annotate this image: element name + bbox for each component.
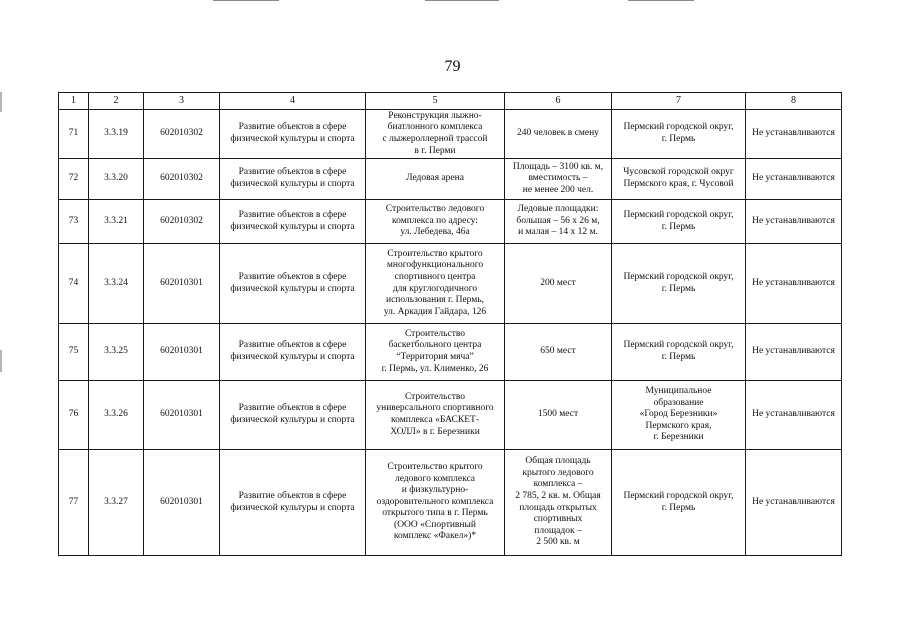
location-cell: Пермский городской округ, г. Пермь	[612, 324, 746, 381]
capacity-cell: 240 человек в смену	[505, 110, 612, 159]
table-row	[59, 324, 842, 381]
table-row	[59, 381, 842, 450]
location-cell: Чусовской городской округ Пермского края, г. Чусовой	[612, 159, 746, 200]
column-number: 7	[612, 93, 746, 110]
direction-cell: Развитие объектов в сфере физической культуры и спорта	[220, 110, 366, 159]
location-cell: Пермский городской округ, г. Пермь	[612, 244, 746, 324]
table-row	[59, 110, 842, 159]
object-cell: Строительство универсального спортивного комплекса «БАСКЕТ- ХОЛЛ» в г. Березники	[366, 381, 505, 450]
item-code: 3.3.20	[89, 159, 144, 200]
budget-code: 602010301	[144, 244, 220, 324]
object-cell: Строительство крытого ледового комплекса и физкультурно- оздоровительного комплекса открытого типа в г. Пермь (ООО «Спортивный комплекс «Факел»)*	[366, 450, 505, 556]
term-cell: Не устанавливаются	[746, 324, 842, 381]
object-cell: Строительство ледового комплекса по адресу: ул. Лебедева, 46а	[366, 200, 505, 244]
term-cell: Не устанавливаются	[746, 159, 842, 200]
budget-code: 602010301	[144, 450, 220, 556]
capacity-cell: Общая площадь крытого ледового комплекса – 2 785, 2 кв. м. Общая площадь открытых спортивных площадок – 2 500 кв. м	[505, 450, 612, 556]
row-number: 72	[59, 159, 89, 200]
direction-cell: Развитие объектов в сфере физической культуры и спорта	[220, 324, 366, 381]
column-number: 6	[505, 93, 612, 110]
page-number: 79	[444, 58, 461, 75]
budget-code: 602010302	[144, 110, 220, 159]
column-number: 5	[366, 93, 505, 110]
location-cell: Муниципальное образование «Город Березники» Пермского края, г. Березники	[612, 381, 746, 450]
object-cell: Строительство крытого многофункционального спортивного центра для круглогодичного использования г. Пермь, ул. Аркадия Гайдара, 126	[366, 244, 505, 324]
direction-cell: Развитие объектов в сфере физической культуры и спорта	[220, 159, 366, 200]
term-cell: Не устанавливаются	[746, 110, 842, 159]
item-code: 3.3.27	[89, 450, 144, 556]
location-cell: Пермский городской округ, г. Пермь	[612, 110, 746, 159]
top-edge-line-right	[628, 0, 694, 1]
capacity-cell: Площадь – 3100 кв. м, вместимость – не менее 200 чел.	[505, 159, 612, 200]
left-edge-mark	[0, 92, 2, 112]
table-row	[59, 200, 842, 244]
item-code: 3.3.24	[89, 244, 144, 324]
top-edge-line-center	[425, 0, 499, 1]
column-number: 3	[144, 93, 220, 110]
capacity-cell: 200 мест	[505, 244, 612, 324]
term-cell: Не устанавливаются	[746, 381, 842, 450]
capacity-cell: 1500 мест	[505, 381, 612, 450]
row-number: 75	[59, 324, 89, 381]
location-cell: Пермский городской округ, г. Пермь	[612, 200, 746, 244]
column-number: 4	[220, 93, 366, 110]
term-cell: Не устанавливаются	[746, 450, 842, 556]
column-number: 2	[89, 93, 144, 110]
top-edge-line-left	[213, 0, 279, 1]
budget-code: 602010301	[144, 324, 220, 381]
item-code: 3.3.19	[89, 110, 144, 159]
item-code: 3.3.26	[89, 381, 144, 450]
left-edge-mark	[0, 350, 2, 372]
budget-code: 602010301	[144, 381, 220, 450]
table-row	[59, 450, 842, 556]
budget-code: 602010302	[144, 159, 220, 200]
object-cell: Ледовая арена	[366, 159, 505, 200]
item-code: 3.3.21	[89, 200, 144, 244]
row-number: 76	[59, 381, 89, 450]
column-number: 8	[746, 93, 842, 110]
table-row	[59, 159, 842, 200]
direction-cell: Развитие объектов в сфере физической культуры и спорта	[220, 244, 366, 324]
term-cell: Не устанавливаются	[746, 244, 842, 324]
location-cell: Пермский городской округ, г. Пермь	[612, 450, 746, 556]
column-number: 1	[59, 93, 89, 110]
direction-cell: Развитие объектов в сфере физической культуры и спорта	[220, 381, 366, 450]
row-number: 77	[59, 450, 89, 556]
capacity-cell: 650 мест	[505, 324, 612, 381]
objects-table	[58, 92, 842, 556]
table-row	[59, 244, 842, 324]
item-code: 3.3.25	[89, 324, 144, 381]
object-cell: Строительство баскетбольного центра “Территория мяча” г. Пермь, ул. Клименко, 26	[366, 324, 505, 381]
row-number: 73	[59, 200, 89, 244]
object-cell: Реконструкция лыжно- биатлонного комплекса с лыжероллерной трассой в г. Перми	[366, 110, 505, 159]
direction-cell: Развитие объектов в сфере физической культуры и спорта	[220, 450, 366, 556]
row-number: 71	[59, 110, 89, 159]
direction-cell: Развитие объектов в сфере физической культуры и спорта	[220, 200, 366, 244]
column-number-row	[59, 93, 842, 110]
budget-code: 602010302	[144, 200, 220, 244]
term-cell: Не устанавливаются	[746, 200, 842, 244]
capacity-cell: Ледовые площадки: большая – 56 х 26 м, и малая – 14 х 12 м.	[505, 200, 612, 244]
row-number: 74	[59, 244, 89, 324]
